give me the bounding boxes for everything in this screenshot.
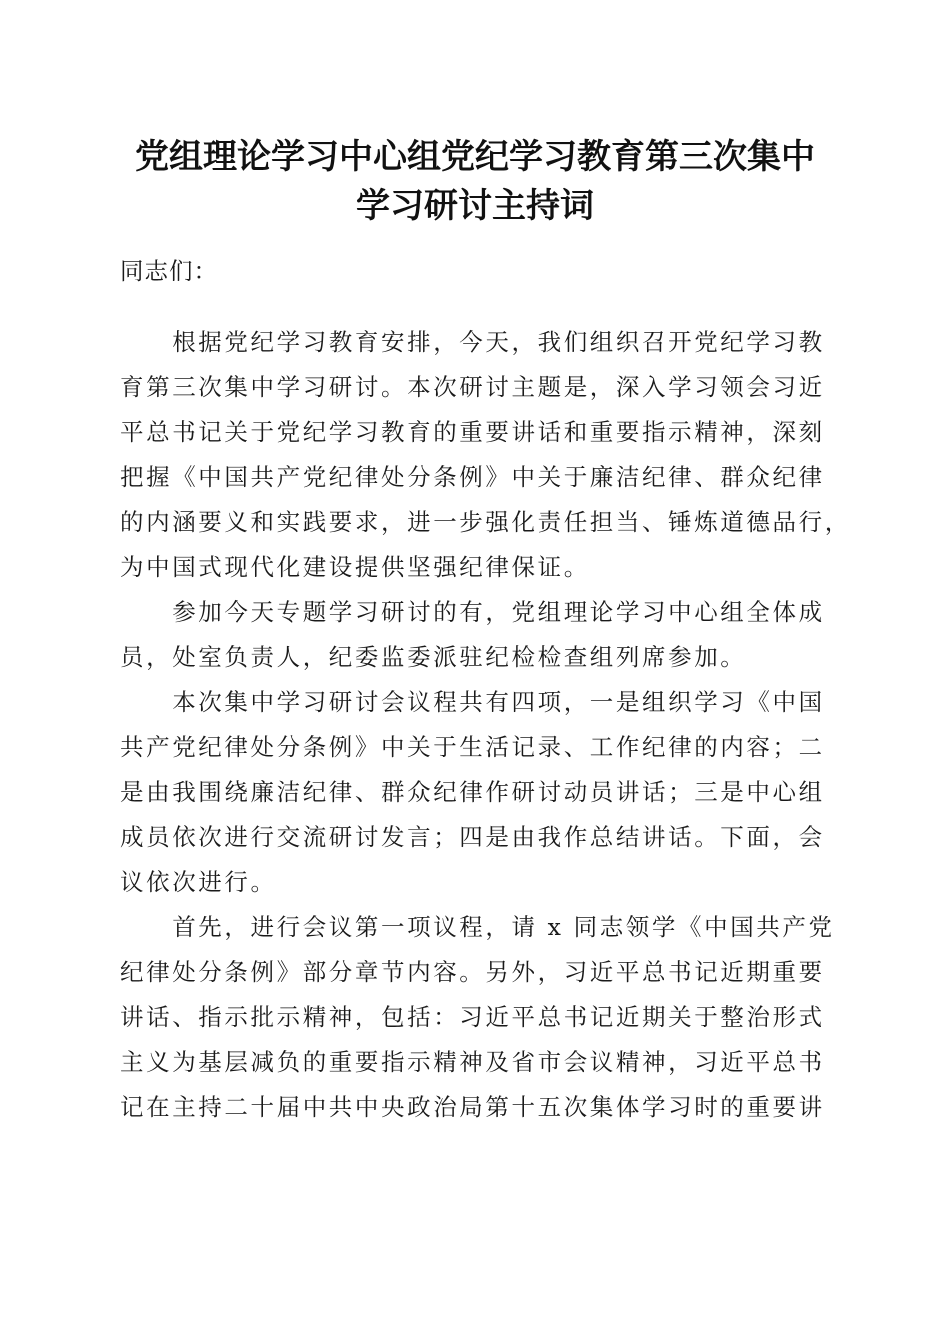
document-title-line-2: 学习研讨主持词	[356, 186, 594, 226]
body-line: 讲话、指示批示精神，包括：习近平总书记近期关于整治形式	[120, 1003, 825, 1031]
body-line: 纪律处分条例》部分章节内容。另外，习近平总书记近期重要	[120, 958, 825, 986]
body-line: 的内涵要义和实践要求，进一步强化责任担当、锤炼道德品行，	[120, 508, 851, 536]
body-line: 主义为基层减负的重要指示精神及省市会议精神，习近平总书	[120, 1048, 825, 1076]
body-line: 平总书记关于党纪学习教育的重要讲话和重要指示精神，深刻	[120, 418, 825, 446]
body-line: 育第三次集中学习研讨。本次研讨主题是，深入学习领会习近	[120, 373, 825, 401]
body-line: 是由我围绕廉洁纪律、群众纪律作研讨动员讲话；三是中心组	[120, 778, 825, 806]
body-line: 共产党纪律处分条例》中关于生活记录、工作纪律的内容；二	[120, 733, 825, 761]
body-line: 记在主持二十届中共中央政治局第十五次集体学习时的重要讲	[120, 1093, 825, 1121]
salutation: 同志们：	[120, 257, 218, 285]
body-line: 把握《中国共产党纪律处分条例》中关于廉洁纪律、群众纪律	[120, 463, 825, 491]
body-line: 本次集中学习研讨会议程共有四项，一是组织学习《中国	[120, 688, 825, 716]
body-line: 参加今天专题学习研讨的有，党组理论学习中心组全体成	[120, 598, 825, 626]
body-line: 为中国式现代化建设提供坚强纪律保证。	[120, 553, 590, 581]
body-line: 成员依次进行交流研讨发言；四是由我作总结讲话。下面，会	[120, 823, 825, 851]
body-line: 根据党纪学习教育安排，今天，我们组织召开党纪学习教	[120, 328, 825, 356]
body-line: 议依次进行。	[120, 868, 277, 896]
body-line: 员，处室负责人，纪委监委派驻纪检检查组列席参加。	[120, 643, 747, 671]
document-title-line-1: 党组理论学习中心组党纪学习教育第三次集中	[135, 137, 815, 177]
body-line: 首先，进行会议第一项议程，请 x 同志领学《中国共产党	[120, 913, 835, 941]
